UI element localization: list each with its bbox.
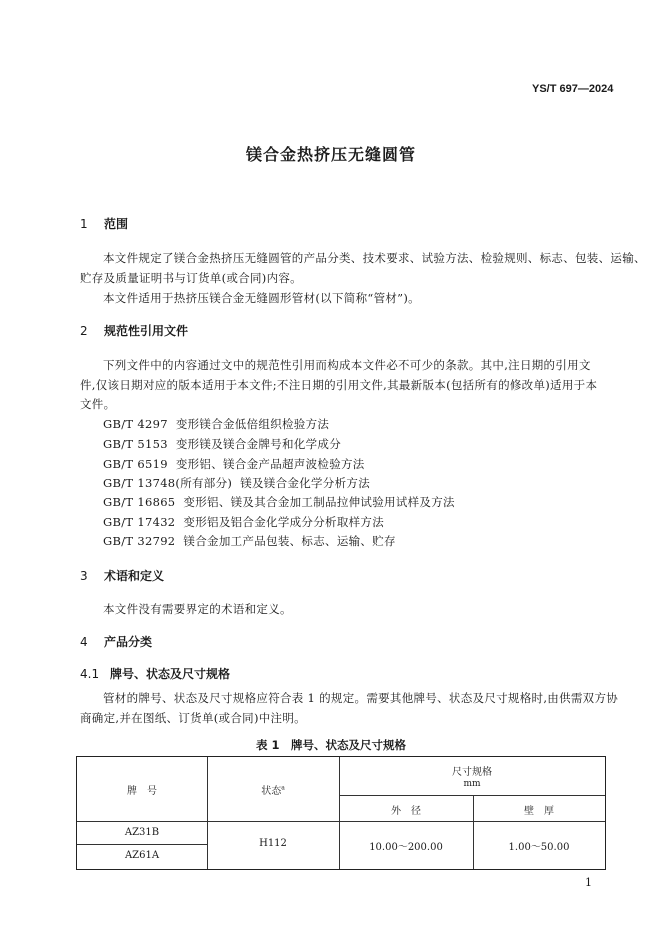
section-number: 1 [80, 217, 88, 231]
subsection-4-1-heading [80, 665, 230, 682]
section-number: 4 [80, 635, 88, 649]
reference-title: 变形铝及铝合金化学成分分析取样方法 [183, 515, 385, 529]
section-number: 3 [80, 569, 88, 583]
cell-wall-thickness: 1.00～50.00 [508, 842, 570, 853]
section-title: 规范性引用文件 [104, 324, 189, 338]
section-1-heading [80, 215, 128, 232]
header-size: 尺寸规格 [452, 767, 492, 778]
reference-title: 变形镁及镁合金牌号和化学成分 [175, 437, 342, 451]
section-title: 范围 [104, 217, 129, 231]
reference-code: GB/T 17432 [103, 515, 176, 529]
s41-paragraph-line-2: 商确定,并在图纸、订货单(或合同)中注明。 [80, 711, 306, 725]
s2-paragraph-line-3: 文件。 [80, 397, 116, 411]
reference-title: 变形镁合金低倍组织检验方法 [175, 417, 330, 431]
page-number: 1 [585, 876, 592, 889]
reference-item [103, 456, 365, 472]
subsection-title: 牌号、状态及尺寸规格 [110, 667, 231, 681]
document-title: 镁合金热挤压无缝圆管 [245, 145, 416, 164]
subsection-number: 4.1 [80, 667, 100, 681]
section-title: 术语和定义 [104, 569, 165, 583]
cell-grade-az61a: AZ61A [124, 850, 160, 861]
reference-item [103, 533, 396, 549]
reference-title: 镁合金加工产品包装、标志、运输、贮存 [183, 534, 396, 548]
reference-title: 变形铝、镁合金产品超声波检验方法 [175, 457, 365, 471]
header-grade: 牌 号 [127, 786, 157, 797]
header-size-unit: mm [463, 779, 481, 789]
reference-item [103, 475, 370, 491]
cell-outer-diameter: 10.00～200.00 [369, 842, 443, 853]
table-1 [76, 756, 606, 870]
s3-paragraph: 本文件没有需要界定的术语和定义。 [103, 602, 292, 616]
header-temper-label: 状态 [261, 786, 282, 797]
reference-item [103, 416, 329, 432]
table-caption: 表 1 牌号、状态及尺寸规格 [255, 738, 406, 752]
reference-item [103, 436, 341, 452]
reference-title: 变形铝、镁及其合金加工制品拉伸试验用试样及方法 [183, 495, 455, 509]
cell-grade-az31b: AZ31B [124, 827, 160, 838]
section-number: 2 [80, 324, 88, 338]
s41-paragraph-line-1: 管材的牌号、状态及尺寸规格应符合表 1 的规定。需要其他牌号、状态及尺寸规格时,由供需双方协 [103, 691, 619, 705]
standard-number: YS/T 697—2024 [532, 83, 614, 95]
header-wall-thickness: 壁 厚 [524, 806, 554, 817]
reference-code: GB/T 5153 [103, 437, 168, 451]
footnote-marker: a [281, 784, 285, 792]
s1-paragraph-1-line-2: 贮存及质量证明书与订货单(或合同)内容。 [80, 271, 302, 285]
cell-temper: H112 [259, 838, 287, 849]
s1-paragraph-1-line-1: 本文件规定了镁合金热挤压无缝圆管的产品分类、技术要求、试验方法、检验规则、标志、包装、运输、 [103, 251, 646, 265]
reference-item [103, 514, 384, 530]
table-rule [207, 757, 208, 869]
table-rule [77, 821, 605, 822]
section-2-heading [80, 322, 188, 339]
section-title: 产品分类 [104, 635, 153, 649]
s2-paragraph-line-1: 下列文件中的内容通过文中的规范性引用而构成本文件必不可少的条款。其中,注日期的引用文 [103, 358, 591, 372]
reference-code: GB/T 13748(所有部分) [103, 476, 233, 490]
reference-code: GB/T 16865 [103, 495, 176, 509]
reference-item [103, 494, 455, 510]
reference-title: 镁及镁合金化学分析方法 [240, 476, 371, 490]
table-rule [77, 844, 207, 845]
section-4-heading [80, 633, 152, 650]
s1-paragraph-2: 本文件适用于热挤压镁合金无缝圆形管材(以下简称“管材”)。 [103, 291, 420, 305]
s2-paragraph-line-2: 件,仅该日期对应的版本适用于本文件;不注日期的引用文件,其最新版本(包括所有的修改单)适用于本 [80, 378, 598, 392]
reference-code: GB/T 32792 [103, 534, 176, 548]
header-outer-diameter: 外 径 [391, 806, 421, 817]
section-3-heading [80, 567, 164, 584]
reference-code: GB/T 6519 [103, 457, 168, 471]
header-temper [207, 782, 339, 797]
reference-code: GB/T 4297 [103, 417, 168, 431]
table-rule [339, 795, 605, 796]
